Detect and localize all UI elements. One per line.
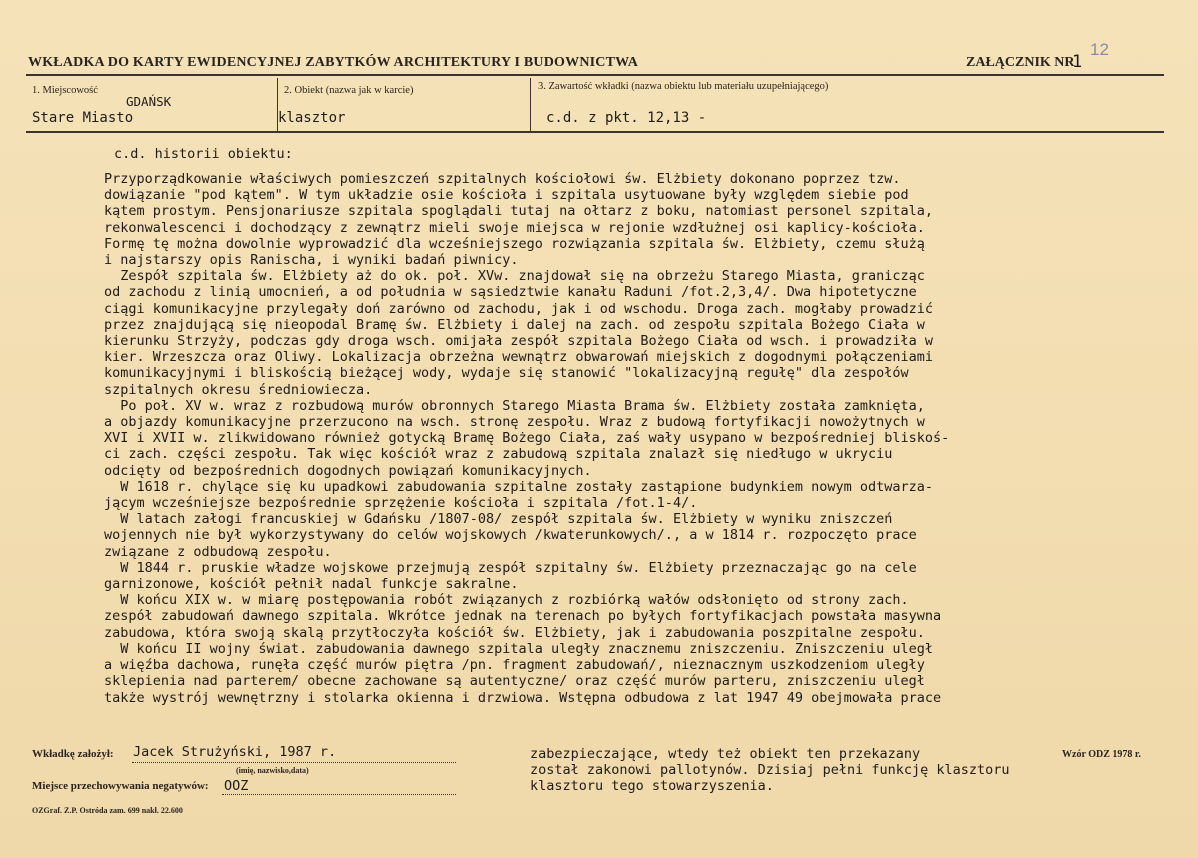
text-line: a objazdy komunikacyjne przerzucono na wsch. stronę zespołu. Wraz z budową fortyfikacji nowożytnych w [104, 414, 925, 431]
author-label: Wkładkę założył: [32, 748, 114, 760]
text-line: przez znajdującą się nieopodal Bramę św. Elżbiety i dalej na zach. od zespołu szpitala Bożego Ciała w [104, 316, 925, 333]
text-line: W latach załogi francuskiej w Gdańsku /1807-08/ zespół szpitala św. Elżbiety w wyniku zniszczeń [104, 511, 893, 528]
text-line: szpitalnych okresu średniowiecza. [104, 381, 373, 398]
text-line: także wystrój wewnętrzny i stolarka okienna i drzwiowa. Wstępna odbudowa z lat 1947 49 obejmowała prace [104, 689, 942, 706]
text-line: zabezpieczające, wtedy też obiekt ten przekazany [530, 746, 921, 762]
text-line: W 1618 r. chylące się ku upadkowi zabudowania szpitalne zostały zastąpione budynkiem nowym odtwarza- [104, 478, 934, 495]
text-line: Przyporządkowanie właściwych pomieszczeń szpitalnych kościołowi św. Elżbiety dokonano poprzez tzw. [104, 171, 901, 187]
text-line: i najstarszy opis Ranischa, i wyniki badań piwnicy. [104, 252, 519, 269]
text-line: Po poł. XV w. wraz z rozbudową murów obronnych Starego Miasta Brama św. Elżbiety została zamknięta, [104, 397, 925, 414]
top-rule [26, 74, 1164, 76]
field-divider-2 [530, 78, 531, 132]
text-line: został zakonowi pallotynów. Dzisiaj pełni funkcję klasztoru [530, 762, 1010, 779]
text-line: komunikacyjnymi i bliskością bieżącej wody, wydaje się stanowić "lokalizacyjną regułę" dla zespołów [104, 365, 909, 382]
text-line: wojennych nie był wykorzystywany do celów wojskowych /kwaterunkowych/., a w 1814 r. rozpoczęto prace [104, 527, 917, 544]
pencil-note: 12 [1090, 40, 1109, 59]
contents-label: 3. Zawartość wkładki (nazwa obiektu lub materiału uzupełniającego) [538, 81, 829, 92]
object-label: 2. Obiekt (nazwa jak w karcie) [284, 85, 414, 96]
text-line: dowiązanie "pod kątem". W tym układzie osie kościoła i szpitala usytuowane były względem siebie pod [104, 187, 909, 204]
object-value: klasztor [278, 110, 346, 126]
header-bottom-rule [26, 131, 1164, 133]
form-code: Wzór ODZ 1978 r. [1062, 749, 1141, 760]
location-city: GDAŃSK [126, 94, 172, 109]
text-line: Zespół szpitala św. Elżbiety aż do ok. poł. XVw. znajdował się na obrzeżu Starego Miasta, granicząc [104, 268, 925, 285]
contents-value: c.d. z pkt. 12,13 - [546, 110, 707, 126]
text-line: garnizonowe, kościół pełnił nadal funkcje sakralne. [104, 576, 519, 593]
body-text [104, 171, 1144, 706]
annex-number: 1 [1072, 52, 1083, 72]
text-line: rekonwalescenci i dochodzący z zewnątrz mieli swoje miejsca w rejonie wzdłużnej osi kaplicy-kościoła. [104, 219, 925, 236]
storage-dotted-line [222, 794, 456, 795]
text-line: zespół zabudowań dawnego szpitala. Wkrótce jednak na terenach po byłych fortyfikacjach powstała masywna [104, 608, 942, 625]
text-line: odcięty od bezpośrednich dogodnych powiązań komunikacyjnych. [104, 462, 592, 479]
text-line: kier. Wrzeszcza oraz Oliwy. Lokalizacja obrzeżna wewnątrz obwarowań miejskich z dogodnymi połączeniami [104, 349, 934, 366]
text-line: a więźba dachowa, runęła część murów piętra /pn. fragment zabudowań/, nieznacznym uszkodzeniom uległy [104, 657, 925, 674]
text-line: W końcu II wojny świat. zabudowania dawnego szpitala uległy znacznemu zniszczeniu. Zniszczeniu uległ [104, 640, 934, 657]
printer-info: OZGraf. Z.P. Ostróda zam. 699 nakł. 22.600 [32, 806, 183, 815]
text-line: kątem prostym. Pensjonariusze szpitala spoglądali tutaj na ołtarz z boku, natomiast personel szpitala, [104, 203, 934, 220]
location-label: 1. Miejscowość [32, 85, 98, 96]
author-caption: (imię, nazwisko,data) [236, 766, 309, 775]
text-line: jącym wcześniejsze bezpośrednie sprzężenie kościoła i szpitala /fot.1-4/. [104, 495, 698, 512]
body-final-lines [530, 746, 1010, 795]
text-line: od zachodu z linią umocnień, a od południa w sąsiedztwie kanału Raduni /fot.2,3,4/. Dwa hipotetyczne [104, 284, 917, 301]
text-line: W 1844 r. pruskie władze wojskowe przejmują zespół szpitalny św. Elżbiety przeznaczając go na cele [104, 559, 917, 576]
section-heading: c.d. historii obiektu: [114, 146, 293, 162]
card-title: WKŁADKA DO KARTY EWIDENCYJNEJ ZABYTKÓW ARCHITEKTURY I BUDOWNICTWA [28, 55, 639, 70]
location-district: Stare Miasto [32, 110, 134, 126]
author-dotted-line [132, 762, 456, 763]
text-line: W końcu XIX w. w miarę postępowania robót związanych z rozbiórką wałów odsłonięto od strony zach. [104, 592, 909, 609]
text-line: XVI i XVII w. zlikwidowano również gotycką Bramę Bożego Ciała, zaś wały usypano w bezpośredniej bliskoś- [104, 430, 950, 447]
text-line: klasztoru tego stowarzyszenia. [530, 778, 774, 795]
text-line: sklepienia nad parterem/ obecne zachowane są autentyczne/ oraz część murów parteru, zniszczeniu uległ [104, 673, 925, 690]
text-line: Formę tę można dowolnie wyprowadzić dla wcześniejszego rozwiązania szpitala św. Elżbiety, czemu służą [104, 235, 925, 252]
text-line: ciągi komunikacyjne przylegały doń zarówno od zachodu, jak i od wschodu. Droga zach. mogłaby prowadzić [104, 300, 934, 317]
text-line: ci zach. części zespołu. Tak więc kościół wraz z zabudową szpitala znalazł się niedługo w ukryciu [104, 446, 893, 463]
author-value: Jacek Strużyński, 1987 r. [133, 744, 337, 760]
text-line: kierunku Strzyży, podczas gdy droga wsch. omijała zespół szpitala Bożego Ciała od wsch. i prowadziła w [104, 333, 934, 350]
storage-value: OOZ [224, 778, 249, 794]
text-line: związane z odbudową zespołu. [104, 543, 332, 560]
storage-label: Miejsce przechowywania negatywów: [32, 780, 209, 792]
text-line: zabudowa, która swoją skalą przytłoczyła kościół św. Elżbiety, jak i zabudowania poszpitalne zespołu. [104, 624, 925, 641]
annex-label: ZAŁĄCZNIK NR [966, 55, 1075, 70]
